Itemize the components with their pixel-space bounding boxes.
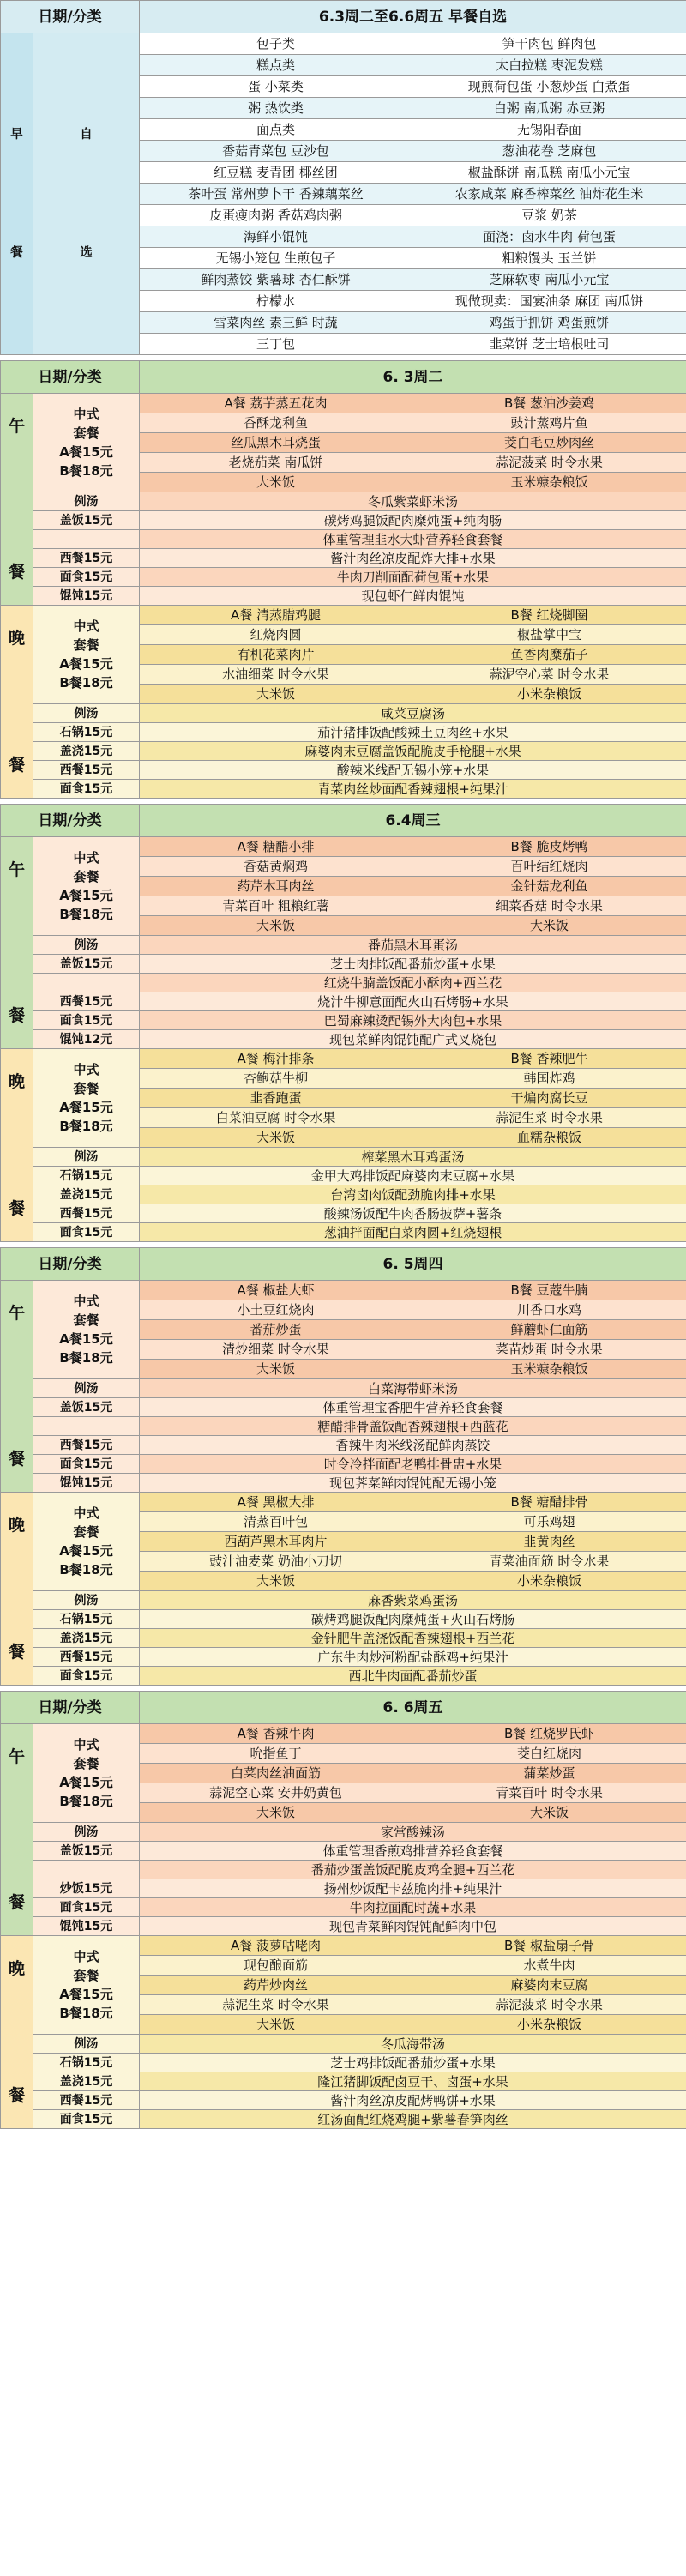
lunch-a-item: 药芹木耳肉丝 — [140, 877, 412, 896]
lunch-a-item: A餐 香辣牛肉 — [140, 1724, 412, 1744]
lunch-a-item: A餐 糖醋小排 — [140, 837, 412, 857]
breakfast-item: 皮蛋瘦肉粥 香菇鸡肉粥 — [140, 205, 412, 226]
breakfast-item: 红豆糕 麦青团 椰丝团 — [140, 162, 412, 184]
lunch-extra-label: 例汤 — [33, 1823, 140, 1842]
lunch-b-item: 茭白红烧肉 — [412, 1744, 686, 1764]
lunch-b-item: 大米饭 — [412, 916, 686, 936]
lunch-a-item: 白菜肉丝油面筋 — [140, 1764, 412, 1783]
dinner-extra-label: 盖浇15元 — [33, 2072, 140, 2091]
breakfast-item: 现煎荷包蛋 小葱炒蛋 白煮蛋 — [412, 76, 686, 98]
dinner-a-item: 大米饭 — [140, 1128, 412, 1148]
dinner-a-item: 有机花菜肉片 — [140, 645, 412, 665]
lunch-a-item: 老烧茄菜 南瓜饼 — [140, 453, 412, 473]
dinner-extra-item: 芝士鸡排饭配番茄炒蛋+水果 — [140, 2054, 686, 2072]
dinner-extra-item: 青菜肉丝炒面配香辣翅根+纯果汁 — [140, 780, 686, 799]
lunch-a-item: 香酥龙利鱼 — [140, 413, 412, 433]
dinner-b-item: B餐 椒盐扇子骨 — [412, 1936, 686, 1956]
lunch-extra-label: 面食15元 — [33, 568, 140, 587]
lunch-extra-item: 家常酸辣汤 — [140, 1823, 686, 1842]
lunch-extra-item: 现包虾仁鲜肉馄饨 — [140, 587, 686, 606]
lunch-b-item: 蒜泥菠菜 时令水果 — [412, 453, 686, 473]
lunch-extra-label: 西餐15元 — [33, 992, 140, 1011]
dinner-b-item: 麻婆肉末豆腐 — [412, 1976, 686, 1995]
dinner-extra-label: 石锅15元 — [33, 723, 140, 742]
dinner-extra-label: 盖浇15元 — [33, 1185, 140, 1204]
lunch-b-item: B餐 红烧罗氏虾 — [412, 1724, 686, 1744]
dinner-extra-item: 麻香紫菜鸡蛋汤 — [140, 1591, 686, 1610]
dinner-b-item: 蒜泥空心菜 时令水果 — [412, 665, 686, 685]
lunch-a-item: 清炒细菜 时令水果 — [140, 1340, 412, 1360]
breakfast-item: 芝麻软枣 南瓜小元宝 — [412, 269, 686, 291]
lunch-extra-item: 时令冷拌面配老鸭排骨盅+水果 — [140, 1455, 686, 1474]
breakfast-item: 白粥 南瓜粥 赤豆粥 — [412, 98, 686, 119]
lunch-extra-item: 现包荠菜鲜肉馄饨配无锡小笼 — [140, 1474, 686, 1493]
lunch-b-item: 蒲菜炒蛋 — [412, 1764, 686, 1783]
lunch-a-item: A餐 荔芋蒸五花肉 — [140, 394, 412, 413]
lunch-a-item: 番茄炒蛋 — [140, 1320, 412, 1340]
lunch-extra-item: 现包菜鲜肉馄饨配广式叉烧包 — [140, 1030, 686, 1049]
lunch-b-item: 菜苗炒蛋 时令水果 — [412, 1340, 686, 1360]
dinner-extra-item: 红汤面配红烧鸡腿+紫薯春笋肉丝 — [140, 2110, 686, 2129]
lunch-b-item: B餐 豆蔻牛腩 — [412, 1281, 686, 1300]
lunch-a-item: A餐 椒盐大虾 — [140, 1281, 412, 1300]
lunch-extra-label: 盖饭15元 — [33, 955, 140, 974]
lunch-a-item: 大米饭 — [140, 1360, 412, 1379]
lunch-b-item: 百叶结红烧肉 — [412, 857, 686, 877]
lunch-extra-label: 面食15元 — [33, 1898, 140, 1917]
dinner-side: 晚 餐 — [1, 1493, 33, 1686]
day-table — [0, 360, 686, 799]
lunch-side: 午 餐 — [1, 394, 33, 606]
dinner-b-item: 干煸肉腐长豆 — [412, 1089, 686, 1108]
dinner-extra-label: 西餐15元 — [33, 1648, 140, 1667]
lunch-side: 午 餐 — [1, 1724, 33, 1936]
dinner-a-item: 红烧肉圆 — [140, 625, 412, 645]
breakfast-item: 茶叶蛋 常州萝卜干 香辣藕菜丝 — [140, 184, 412, 205]
dinner-extra-item: 台湾卤肉饭配劲脆肉排+水果 — [140, 1185, 686, 1204]
lunch-extra-item: 番茄炒蛋盖饭配脆皮鸡全腿+西兰花 — [140, 1861, 686, 1879]
lunch-side: 午 餐 — [1, 1281, 33, 1493]
dinner-b-item: 蒜泥生菜 时令水果 — [412, 1108, 686, 1128]
lunch-extra-label: 炒饭15元 — [33, 1879, 140, 1898]
dinner-b-item: B餐 糖醋排骨 — [412, 1493, 686, 1512]
day-table — [0, 804, 686, 1242]
lunch-extra-label: 馄饨15元 — [33, 1917, 140, 1936]
dinner-combo-label: 中式 套餐 A餐15元 B餐18元 — [33, 1049, 140, 1148]
lunch-extra-label: 盖饭15元 — [33, 1842, 140, 1861]
dinner-extra-item: 金针肥牛盖浇饭配香辣翅根+西兰花 — [140, 1629, 686, 1648]
dinner-extra-label: 西餐15元 — [33, 2091, 140, 2110]
dinner-a-item: 西葫芦黑木耳肉片 — [140, 1532, 412, 1552]
lunch-extra-item: 烧汁牛柳意面配火山石烤肠+水果 — [140, 992, 686, 1011]
breakfast-item: 蛋 小菜类 — [140, 76, 412, 98]
dinner-extra-item: 茄汁猪排饭配酸辣土豆肉丝+水果 — [140, 723, 686, 742]
lunch-extra-label: 西餐15元 — [33, 1436, 140, 1455]
lunch-b-item: 鲜蘑虾仁面筋 — [412, 1320, 686, 1340]
dinner-combo-label: 中式 套餐 A餐15元 B餐18元 — [33, 606, 140, 704]
lunch-a-item: 大米饭 — [140, 916, 412, 936]
day-table — [0, 1691, 686, 2129]
breakfast-item: 鸡蛋手抓饼 鸡蛋煎饼 — [412, 312, 686, 334]
breakfast-item: 鲜肉蒸饺 紫薯球 杏仁酥饼 — [140, 269, 412, 291]
lunch-b-item: 川香口水鸡 — [412, 1300, 686, 1320]
lunch-side: 午 餐 — [1, 837, 33, 1049]
dinner-extra-label: 盖浇15元 — [33, 742, 140, 761]
day-date: 6. 5周四 — [140, 1248, 686, 1281]
breakfast-item: 豆浆 奶茶 — [412, 205, 686, 226]
dinner-a-item: 药芹炒肉丝 — [140, 1976, 412, 1995]
dinner-a-item: A餐 黑椒大排 — [140, 1493, 412, 1512]
lunch-extra-label: 例汤 — [33, 1379, 140, 1398]
day-header-label: 日期/分类 — [1, 361, 140, 394]
lunch-extra-item: 香辣牛肉米线汤配鲜肉蒸饺 — [140, 1436, 686, 1455]
day-date: 6. 6周五 — [140, 1692, 686, 1724]
dinner-combo-label: 中式 套餐 A餐15元 B餐18元 — [33, 1936, 140, 2035]
lunch-extra-item: 牛肉拉面配时蔬+水果 — [140, 1898, 686, 1917]
dinner-b-item: 水煮牛肉 — [412, 1956, 686, 1976]
lunch-a-item: 香菇黄焖鸡 — [140, 857, 412, 877]
dinner-side: 晚 餐 — [1, 1936, 33, 2129]
lunch-b-item: 金针菇龙利鱼 — [412, 877, 686, 896]
lunch-b-item: 玉米糠杂粮饭 — [412, 473, 686, 492]
lunch-extra-label: 例汤 — [33, 492, 140, 511]
dinner-extra-item: 碳烤鸡腿饭配肉糜炖蛋+火山石烤肠 — [140, 1610, 686, 1629]
day-table — [0, 1247, 686, 1686]
day-date: 6.4周三 — [140, 805, 686, 837]
breakfast-item: 面浇：卤水牛肉 荷包蛋 — [412, 226, 686, 248]
lunch-extra-label: 盖饭15元 — [33, 511, 140, 530]
breakfast-item: 韭菜饼 芝士培根吐司 — [412, 334, 686, 355]
dinner-b-item: 可乐鸡翅 — [412, 1512, 686, 1532]
lunch-extra-label: 馄饨15元 — [33, 587, 140, 606]
lunch-extra-item: 扬州炒饭配卡兹脆肉排+纯果汁 — [140, 1879, 686, 1898]
dinner-extra-label: 石锅15元 — [33, 2054, 140, 2072]
lunch-a-item: 丝瓜黑木耳烧蛋 — [140, 433, 412, 453]
lunch-extra-label: 面食15元 — [33, 1011, 140, 1030]
dinner-extra-label: 例汤 — [33, 1148, 140, 1167]
dinner-extra-item: 广东牛肉炒河粉配盐酥鸡+纯果汁 — [140, 1648, 686, 1667]
lunch-combo-label: 中式 套餐 A餐15元 B餐18元 — [33, 1724, 140, 1823]
breakfast-item: 香菇青菜包 豆沙包 — [140, 141, 412, 162]
lunch-extra-item: 现包青菜鲜肉馄饨配鲜肉中包 — [140, 1917, 686, 1936]
lunch-extra-label — [33, 530, 140, 549]
breakfast-item: 海鲜小馄饨 — [140, 226, 412, 248]
dinner-b-item: 椒盐掌中宝 — [412, 625, 686, 645]
lunch-combo-label: 中式 套餐 A餐15元 B餐18元 — [33, 394, 140, 492]
lunch-a-item: 小土豆红烧肉 — [140, 1300, 412, 1320]
day-header-label: 日期/分类 — [1, 805, 140, 837]
dinner-extra-item: 西北牛肉面配番茄炒蛋 — [140, 1667, 686, 1686]
lunch-extra-item: 芝士肉排饭配番茄炒蛋+水果 — [140, 955, 686, 974]
breakfast-item: 粗粮馒头 玉兰饼 — [412, 248, 686, 269]
dinner-extra-item: 酸辣米线配无锡小笼+水果 — [140, 761, 686, 780]
breakfast-item: 糕点类 — [140, 55, 412, 76]
breakfast-item: 柠檬水 — [140, 291, 412, 312]
lunch-extra-label: 例汤 — [33, 936, 140, 955]
breakfast-item: 面点类 — [140, 119, 412, 141]
lunch-extra-item: 冬瓜紫菜虾米汤 — [140, 492, 686, 511]
lunch-extra-label: 馄饨15元 — [33, 1474, 140, 1493]
breakfast-item: 无锡阳春面 — [412, 119, 686, 141]
dinner-a-item: 大米饭 — [140, 685, 412, 704]
lunch-b-item: B餐 脆皮烤鸭 — [412, 837, 686, 857]
breakfast-item: 现做现卖：国宴油条 麻团 南瓜饼 — [412, 291, 686, 312]
lunch-extra-label — [33, 1861, 140, 1879]
day-header-label: 日期/分类 — [1, 1692, 140, 1724]
breakfast-item: 笋干肉包 鲜肉包 — [412, 33, 686, 55]
lunch-extra-item: 体重管理宝香肥牛营养轻食套餐 — [140, 1398, 686, 1417]
lunch-extra-item: 番茄黑木耳蛋汤 — [140, 936, 686, 955]
breakfast-item: 椒盐酥饼 南瓜糕 南瓜小元宝 — [412, 162, 686, 184]
breakfast-table — [0, 0, 686, 355]
dinner-b-item: 血糯杂粮饭 — [412, 1128, 686, 1148]
dinner-a-item: 韭香跑蛋 — [140, 1089, 412, 1108]
breakfast-item: 太白拉糕 枣泥发糕 — [412, 55, 686, 76]
dinner-a-item: 现包酿面筋 — [140, 1956, 412, 1976]
dinner-extra-label: 例汤 — [33, 2035, 140, 2054]
dinner-extra-label: 例汤 — [33, 1591, 140, 1610]
lunch-a-item: 蒜泥空心菜 安井奶黄包 — [140, 1783, 412, 1803]
dinner-b-item: 蒜泥菠菜 时令水果 — [412, 1995, 686, 2015]
lunch-b-item: 大米饭 — [412, 1803, 686, 1823]
dinner-b-item: B餐 红烧脚圈 — [412, 606, 686, 625]
breakfast-item: 雪菜肉丝 素三鲜 时蔬 — [140, 312, 412, 334]
dinner-a-item: A餐 菠萝咕咾肉 — [140, 1936, 412, 1956]
lunch-a-item: 吮指鱼丁 — [140, 1744, 412, 1764]
lunch-extra-item: 体重管理香煎鸡排营养轻食套餐 — [140, 1842, 686, 1861]
lunch-b-item: 豉汁蒸鸡片鱼 — [412, 413, 686, 433]
dinner-extra-item: 酱汁肉丝凉皮配烤鸭饼+水果 — [140, 2091, 686, 2110]
dinner-a-item: 大米饭 — [140, 2015, 412, 2035]
dinner-extra-item: 金甲大鸡排饭配麻婆肉末豆腐+水果 — [140, 1167, 686, 1185]
dinner-b-item: 韭黄肉丝 — [412, 1532, 686, 1552]
header-label: 日期/分类 — [1, 1, 140, 33]
dinner-extra-label: 面食15元 — [33, 2110, 140, 2129]
breakfast-self: 自 选 — [33, 33, 140, 355]
breakfast-item: 三丁包 — [140, 334, 412, 355]
breakfast-item: 粥 热饮类 — [140, 98, 412, 119]
dinner-extra-item: 隆江猪脚饭配卤豆干、卤蛋+水果 — [140, 2072, 686, 2091]
dinner-a-item: 清蒸百叶包 — [140, 1512, 412, 1532]
dinner-extra-label: 盖浇15元 — [33, 1629, 140, 1648]
breakfast-item: 葱油花卷 芝麻包 — [412, 141, 686, 162]
header-title: 6.3周二至6.6周五 早餐自选 — [140, 1, 686, 33]
lunch-extra-label: 面食15元 — [33, 1455, 140, 1474]
dinner-b-item: 鱼香肉糜茄子 — [412, 645, 686, 665]
lunch-extra-item: 红烧牛腩盖饭配小酥肉+西兰花 — [140, 974, 686, 992]
lunch-extra-item: 牛肉刀削面配荷包蛋+水果 — [140, 568, 686, 587]
dinner-a-item: A餐 梅汁排条 — [140, 1049, 412, 1069]
dinner-a-item: 大米饭 — [140, 1572, 412, 1591]
dinner-b-item: 小米杂粮饭 — [412, 685, 686, 704]
lunch-b-item: 青菜百叶 时令水果 — [412, 1783, 686, 1803]
dinner-extra-label: 石锅15元 — [33, 1610, 140, 1629]
dinner-extra-item: 酸辣汤饭配牛肉香肠披萨+薯条 — [140, 1204, 686, 1223]
lunch-extra-item: 糖醋排骨盖饭配香辣翅根+西蓝花 — [140, 1417, 686, 1436]
lunch-b-item: 茭白毛豆炒肉丝 — [412, 433, 686, 453]
dinner-extra-label: 石锅15元 — [33, 1167, 140, 1185]
lunch-extra-item: 碳烤鸡腿饭配肉糜炖蛋+纯肉肠 — [140, 511, 686, 530]
day-header-label: 日期/分类 — [1, 1248, 140, 1281]
dinner-b-item: 小米杂粮饭 — [412, 1572, 686, 1591]
lunch-combo-label: 中式 套餐 A餐15元 B餐18元 — [33, 1281, 140, 1379]
dinner-extra-label: 西餐15元 — [33, 761, 140, 780]
dinner-a-item: 豉汁油麦菜 奶油小刀切 — [140, 1552, 412, 1572]
dinner-combo-label: 中式 套餐 A餐15元 B餐18元 — [33, 1493, 140, 1591]
dinner-extra-label: 面食15元 — [33, 1223, 140, 1242]
dinner-side: 晚 餐 — [1, 606, 33, 799]
dinner-extra-item: 榨菜黑木耳鸡蛋汤 — [140, 1148, 686, 1167]
lunch-a-item: 青菜百叶 粗粮红薯 — [140, 896, 412, 916]
dinner-extra-item: 麻婆肉末豆腐盖饭配脆皮手枪腿+水果 — [140, 742, 686, 761]
lunch-a-item: 大米饭 — [140, 1803, 412, 1823]
lunch-a-item: 大米饭 — [140, 473, 412, 492]
dinner-b-item: B餐 香辣肥牛 — [412, 1049, 686, 1069]
breakfast-item: 无锡小笼包 生煎包子 — [140, 248, 412, 269]
dinner-extra-label: 面食15元 — [33, 780, 140, 799]
dinner-a-item: 白菜油豆腐 时令水果 — [140, 1108, 412, 1128]
dinner-a-item: 蒜泥生菜 时令水果 — [140, 1995, 412, 2015]
lunch-extra-label — [33, 974, 140, 992]
lunch-b-item: B餐 葱油沙姜鸡 — [412, 394, 686, 413]
dinner-extra-item: 咸菜豆腐汤 — [140, 704, 686, 723]
breakfast-side: 早 餐 — [1, 33, 33, 355]
dinner-extra-label: 例汤 — [33, 704, 140, 723]
lunch-extra-label: 馄饨12元 — [33, 1030, 140, 1049]
lunch-extra-label: 西餐15元 — [33, 549, 140, 568]
dinner-a-item: A餐 清蒸腊鸡腿 — [140, 606, 412, 625]
dinner-extra-item: 葱油拌面配白菜肉圆+红烧翅根 — [140, 1223, 686, 1242]
lunch-extra-item: 巴蜀麻辣烫配锡外大肉包+水果 — [140, 1011, 686, 1030]
dinner-extra-item: 冬瓜海带汤 — [140, 2035, 686, 2054]
lunch-extra-item: 体重管理韭水大虾营养轻食套餐 — [140, 530, 686, 549]
lunch-b-item: 细菜香菇 时令水果 — [412, 896, 686, 916]
dinner-a-item: 水油细菜 时令水果 — [140, 665, 412, 685]
dinner-b-item: 青菜油面筋 时令水果 — [412, 1552, 686, 1572]
dinner-b-item: 小米杂粮饭 — [412, 2015, 686, 2035]
lunch-extra-item: 白菜海带虾米汤 — [140, 1379, 686, 1398]
dinner-side: 晚 餐 — [1, 1049, 33, 1242]
breakfast-item: 包子类 — [140, 33, 412, 55]
dinner-extra-label: 西餐15元 — [33, 1204, 140, 1223]
lunch-extra-label — [33, 1417, 140, 1436]
lunch-combo-label: 中式 套餐 A餐15元 B餐18元 — [33, 837, 140, 936]
dinner-a-item: 杏鲍菇牛柳 — [140, 1069, 412, 1089]
lunch-extra-label: 盖饭15元 — [33, 1398, 140, 1417]
lunch-b-item: 玉米糠杂粮饭 — [412, 1360, 686, 1379]
day-date: 6. 3周二 — [140, 361, 686, 394]
dinner-extra-label: 面食15元 — [33, 1667, 140, 1686]
dinner-b-item: 韩国炸鸡 — [412, 1069, 686, 1089]
breakfast-item: 农家咸菜 麻香榨菜丝 油炸花生米 — [412, 184, 686, 205]
lunch-extra-item: 酱汁肉丝凉皮配炸大排+水果 — [140, 549, 686, 568]
